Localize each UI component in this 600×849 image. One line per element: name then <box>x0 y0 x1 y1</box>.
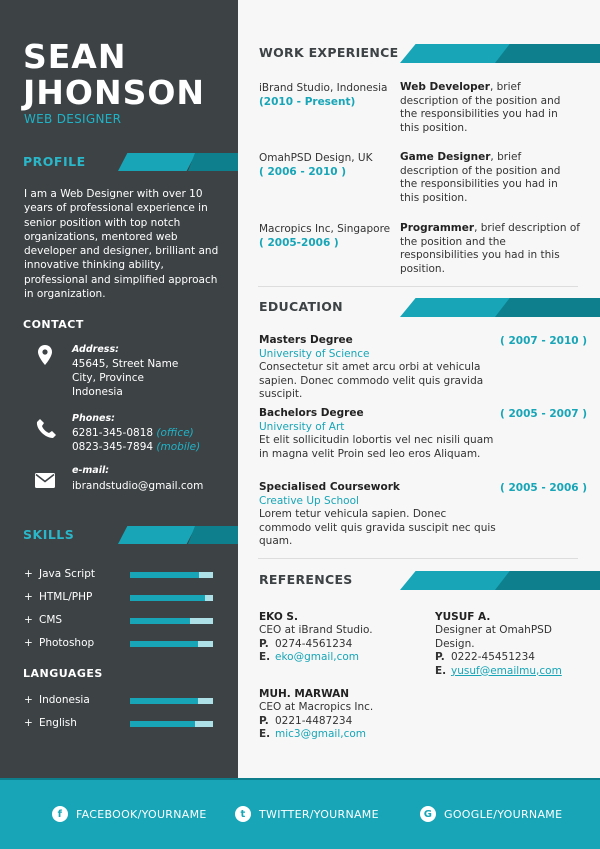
twitter-icon: t <box>235 806 251 822</box>
phone-mobile: 0823-345-7894 (mobile) <box>72 441 201 453</box>
language-row <box>24 694 214 708</box>
education-heading: EDUCATION <box>259 299 343 314</box>
education-years-1: ( 2007 - 2010 ) <box>500 335 588 347</box>
phones-label: Phones: <box>72 413 115 424</box>
plus-icon: + <box>24 568 33 580</box>
skill-row <box>24 637 214 651</box>
skill-bar-fill <box>130 595 205 601</box>
language-row <box>24 717 214 731</box>
skill-bar-fill <box>130 572 199 578</box>
reference-1-email[interactable]: eko@gmail,com <box>275 651 360 664</box>
work-desc-3: Programmer, brief description of the position and the responsibilities you had in this position. <box>400 222 580 275</box>
footer-facebook[interactable]: f FACEBOOK/YOURNAME <box>52 806 207 822</box>
divider <box>258 558 578 559</box>
references-ribbon <box>400 571 600 590</box>
contact-heading: CONTACT <box>23 318 84 331</box>
work-company-3: Macropics Inc, Singapore ( 2005-2006 ) <box>259 223 391 249</box>
phone-office: 6281-345-0818 (office) <box>72 427 194 439</box>
skills-ribbon <box>118 526 238 544</box>
references-heading: REFERENCES <box>259 572 353 587</box>
plus-icon: + <box>24 694 33 706</box>
language-bar <box>130 721 213 727</box>
reference-3-email[interactable]: mic3@gmail,com <box>275 728 367 741</box>
skill-row <box>24 591 214 605</box>
work-heading: WORK EXPERIENCE <box>259 45 399 60</box>
footer-twitter[interactable]: t TWITTER/YOURNAME <box>235 806 379 822</box>
reference-3: MUH. MARWAN CEO at Macropics Inc. P. 0221-4487234 E. mic3@gmail,com <box>259 688 374 741</box>
facebook-icon: f <box>52 806 68 822</box>
skill-bar <box>130 595 213 601</box>
work-desc-1: Web Developer, brief description of the position and the responsibilities you had in this position. <box>400 81 561 134</box>
first-name: SEAN <box>23 37 127 76</box>
work-desc-2: Game Designer, brief description of the position and the responsibilities you had in this position. <box>400 151 561 204</box>
address-label: Address: <box>72 344 119 355</box>
skill-row <box>24 568 214 582</box>
language-bar-fill <box>130 698 198 704</box>
divider <box>258 286 578 287</box>
skill-bar <box>130 641 213 647</box>
work-ribbon <box>400 44 600 63</box>
education-years-3: ( 2005 - 2006 ) <box>500 482 588 494</box>
reference-2: YUSUF A. Designer at OmahPSD Design. P. 0222-45451234 E. yusuf@emailmu,com <box>435 611 562 677</box>
skill-bar-fill <box>130 641 198 647</box>
skill-label: HTML/PHP <box>39 591 93 603</box>
email-envelope-icon <box>35 473 53 491</box>
profile-heading: PROFILE <box>23 154 86 169</box>
skill-bar-fill <box>130 618 190 624</box>
address-line1: 45645, Street Name <box>72 358 179 370</box>
education-item-3: Specialised Coursework Creative Up School Lorem tetur vehicula sapien. Donec commodo velit quis gravida suscipit nec quis quam. <box>259 481 496 548</box>
skill-label: Java Script <box>39 568 95 580</box>
address-line2: City, Province <box>72 372 144 384</box>
footer-google[interactable]: G GOOGLE/YOURNAME <box>420 806 562 822</box>
email-label: e-mail: <box>72 465 110 476</box>
skills-heading: SKILLS <box>23 527 75 542</box>
plus-icon: + <box>24 591 33 603</box>
language-label: Indonesia <box>39 694 90 706</box>
work-company-1: iBrand Studio, Indonesia (2010 - Present) <box>259 82 388 108</box>
plus-icon: + <box>24 614 33 626</box>
language-bar-fill <box>130 721 195 727</box>
address-line3: Indonesia <box>72 386 123 398</box>
education-ribbon <box>400 298 600 317</box>
skill-label: Photoshop <box>39 637 95 649</box>
phone-icon <box>36 418 54 436</box>
work-company-2: OmahPSD Design, UK ( 2006 - 2010 ) <box>259 152 373 178</box>
skill-bar <box>130 572 213 578</box>
last-name: JHONSON <box>23 73 206 112</box>
languages-heading: LANGUAGES <box>23 667 103 680</box>
plus-icon: + <box>24 717 33 729</box>
education-years-2: ( 2005 - 2007 ) <box>500 408 588 420</box>
reference-2-email[interactable]: yusuf@emailmu,com <box>451 664 562 677</box>
education-item-2: Bachelors Degree University of Art Et elit sollicitudin lobortis vel nec nisili quam in magna velit Proin sed leo eros Aliquam. <box>259 407 494 460</box>
language-bar <box>130 698 213 704</box>
skill-bar <box>130 618 213 624</box>
location-pin-icon <box>36 345 54 363</box>
plus-icon: + <box>24 637 33 649</box>
google-plus-icon: G <box>420 806 436 822</box>
language-label: English <box>39 717 77 729</box>
profile-ribbon <box>118 153 238 171</box>
job-title: WEB DESIGNER <box>24 112 122 126</box>
profile-text: I am a Web Designer with over 10 years of professional experience in senior position with top notch organizations, mentored web developer and designer, brilliant and innovative thinking ability, professional and simplified approach in organization. <box>24 188 219 301</box>
skill-row <box>24 614 214 628</box>
reference-1: EKO S. CEO at iBrand Studio. P. 0274-4561234 E. eko@gmail,com <box>259 611 373 664</box>
education-item-1: Masters Degree University of Science Consectetur sit amet arcu orbi at vehicula sapien. Donec commodo velit quis gravida suscipit. <box>259 334 484 401</box>
email-value: ibrandstudio@gmail.com <box>72 480 204 492</box>
skill-label: CMS <box>39 614 63 626</box>
